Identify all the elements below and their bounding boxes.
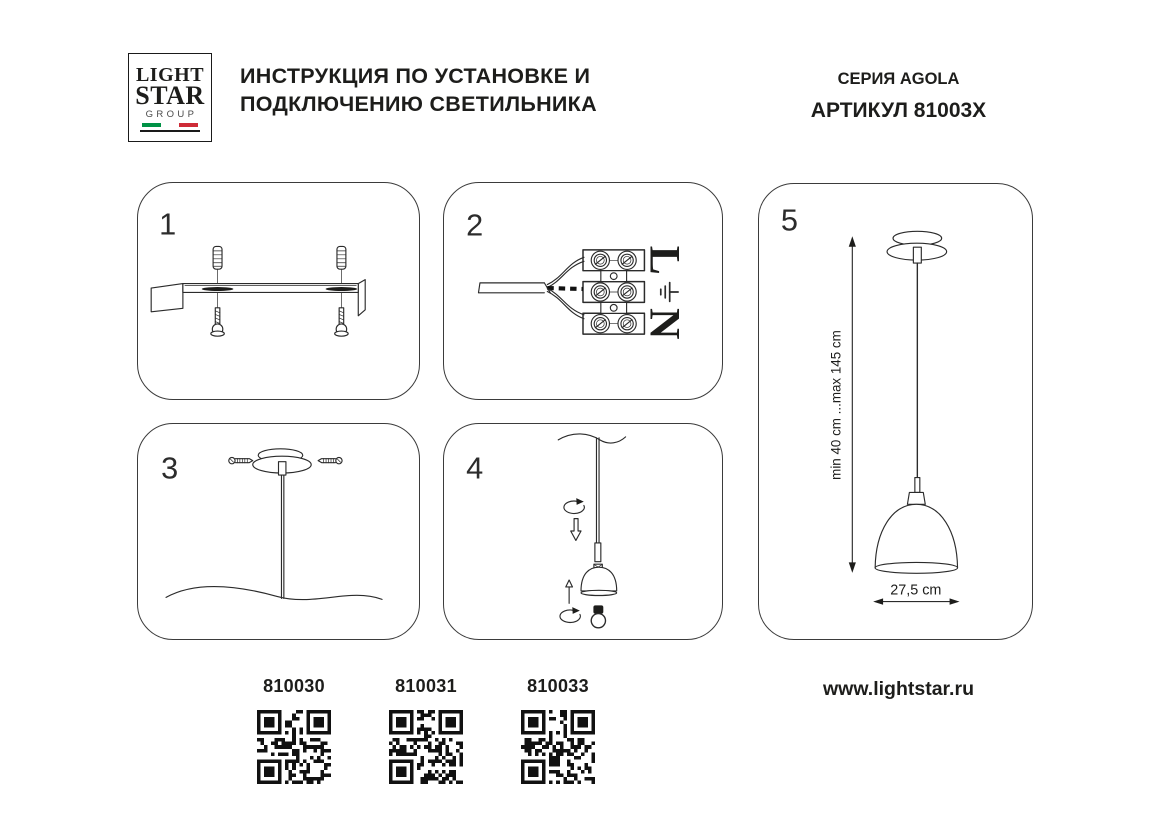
pendant-canopy: [887, 231, 947, 263]
logo-group-text: GROUP: [145, 109, 198, 121]
light-bulb-icon: [591, 605, 605, 627]
step3-canopy-diagram: [138, 424, 419, 639]
up-arrow-icon: [566, 580, 573, 603]
canopy-screw-left: [229, 457, 253, 463]
product-variant: [234, 676, 354, 784]
panel-step-2: [443, 182, 723, 400]
suspension-rod: [281, 476, 283, 599]
step2-wiring-diagram: [444, 183, 722, 399]
article-label: АРТИКУЛ 81003X: [810, 99, 987, 122]
product-code: 810031: [395, 676, 457, 696]
flag-red: [179, 123, 198, 127]
wall-anchor-left: [213, 246, 222, 269]
qr-code-icon: [257, 710, 331, 784]
product-code: 810033: [527, 676, 589, 696]
step4-assembly-diagram: [444, 424, 722, 639]
mounting-bracket: [151, 280, 365, 316]
wall-anchor-right: [337, 246, 346, 269]
terminal-screw: [591, 283, 609, 301]
fabric-wave-line: [166, 586, 382, 599]
step-number: 4: [466, 450, 484, 486]
logo-underline: [140, 130, 200, 132]
label-neutral: N: [640, 307, 689, 340]
product-identity: [760, 70, 1037, 123]
step5-dimensions-diagram: [759, 184, 1032, 639]
wire-live: [547, 257, 584, 287]
panel-step-4: [443, 423, 723, 640]
product-variant: [366, 676, 486, 784]
canopy-screw-right: [318, 457, 342, 463]
height-dimension-label: min 40 cm ...max 145 cm: [828, 330, 844, 480]
rotation-arrow-icon: [564, 498, 584, 513]
product-variant: [498, 676, 618, 784]
website-url: www.lightstar.ru: [823, 678, 974, 700]
ceiling-canopy: [253, 449, 311, 475]
product-code: 810030: [263, 676, 325, 696]
step-number: 3: [161, 450, 179, 486]
step-number: 1: [159, 206, 177, 242]
italian-flag-icon: [142, 123, 198, 127]
series-label: СЕРИЯ AGOLA: [837, 70, 960, 88]
panel-step-5: [758, 183, 1033, 640]
wire-neutral: [547, 289, 584, 319]
height-dimension-arrow: [849, 236, 856, 573]
panel-step-1: [137, 182, 420, 400]
page-title: [240, 63, 597, 118]
flag-white: [161, 123, 180, 127]
terminal-screw: [591, 251, 609, 269]
screw-right: [335, 308, 348, 336]
terminal-screw: [618, 315, 636, 333]
ceiling-wave-line: [558, 434, 625, 443]
wire-middle: [547, 288, 583, 289]
screw-left: [211, 308, 224, 336]
width-dimension-label: 27,5 cm: [890, 582, 942, 599]
step1-bracket-diagram: [138, 183, 419, 399]
pendant-shade: [875, 478, 957, 574]
qr-code-icon: [521, 710, 595, 784]
supply-cable: [478, 283, 550, 293]
width-dimension-arrow: [873, 598, 959, 604]
terminal-screw: [618, 283, 636, 301]
logo-light-text: LIGHT: [135, 64, 205, 86]
logo-star-text: STAR: [135, 81, 205, 110]
rotation-arrow-icon: [560, 607, 580, 622]
terminal-screw: [618, 251, 636, 269]
ground-symbol-icon: [661, 283, 678, 302]
flag-green: [142, 123, 161, 127]
down-arrow-icon: [571, 519, 581, 541]
lightstar-logo: [128, 53, 212, 142]
terminal-screw: [591, 315, 609, 333]
step-number: 2: [466, 207, 484, 243]
qr-code-icon: [389, 710, 463, 784]
panel-step-3: [137, 423, 420, 640]
title-line-2: ПОДКЛЮЧЕНИЮ СВЕТИЛЬНИКА: [240, 91, 597, 116]
label-live: L: [640, 245, 689, 275]
step-number: 5: [780, 202, 798, 238]
suspension-cable: [595, 438, 601, 562]
title-line-1: ИНСТРУКЦИЯ ПО УСТАНОВКЕ И: [240, 64, 591, 88]
lamp-shade: [581, 564, 617, 595]
